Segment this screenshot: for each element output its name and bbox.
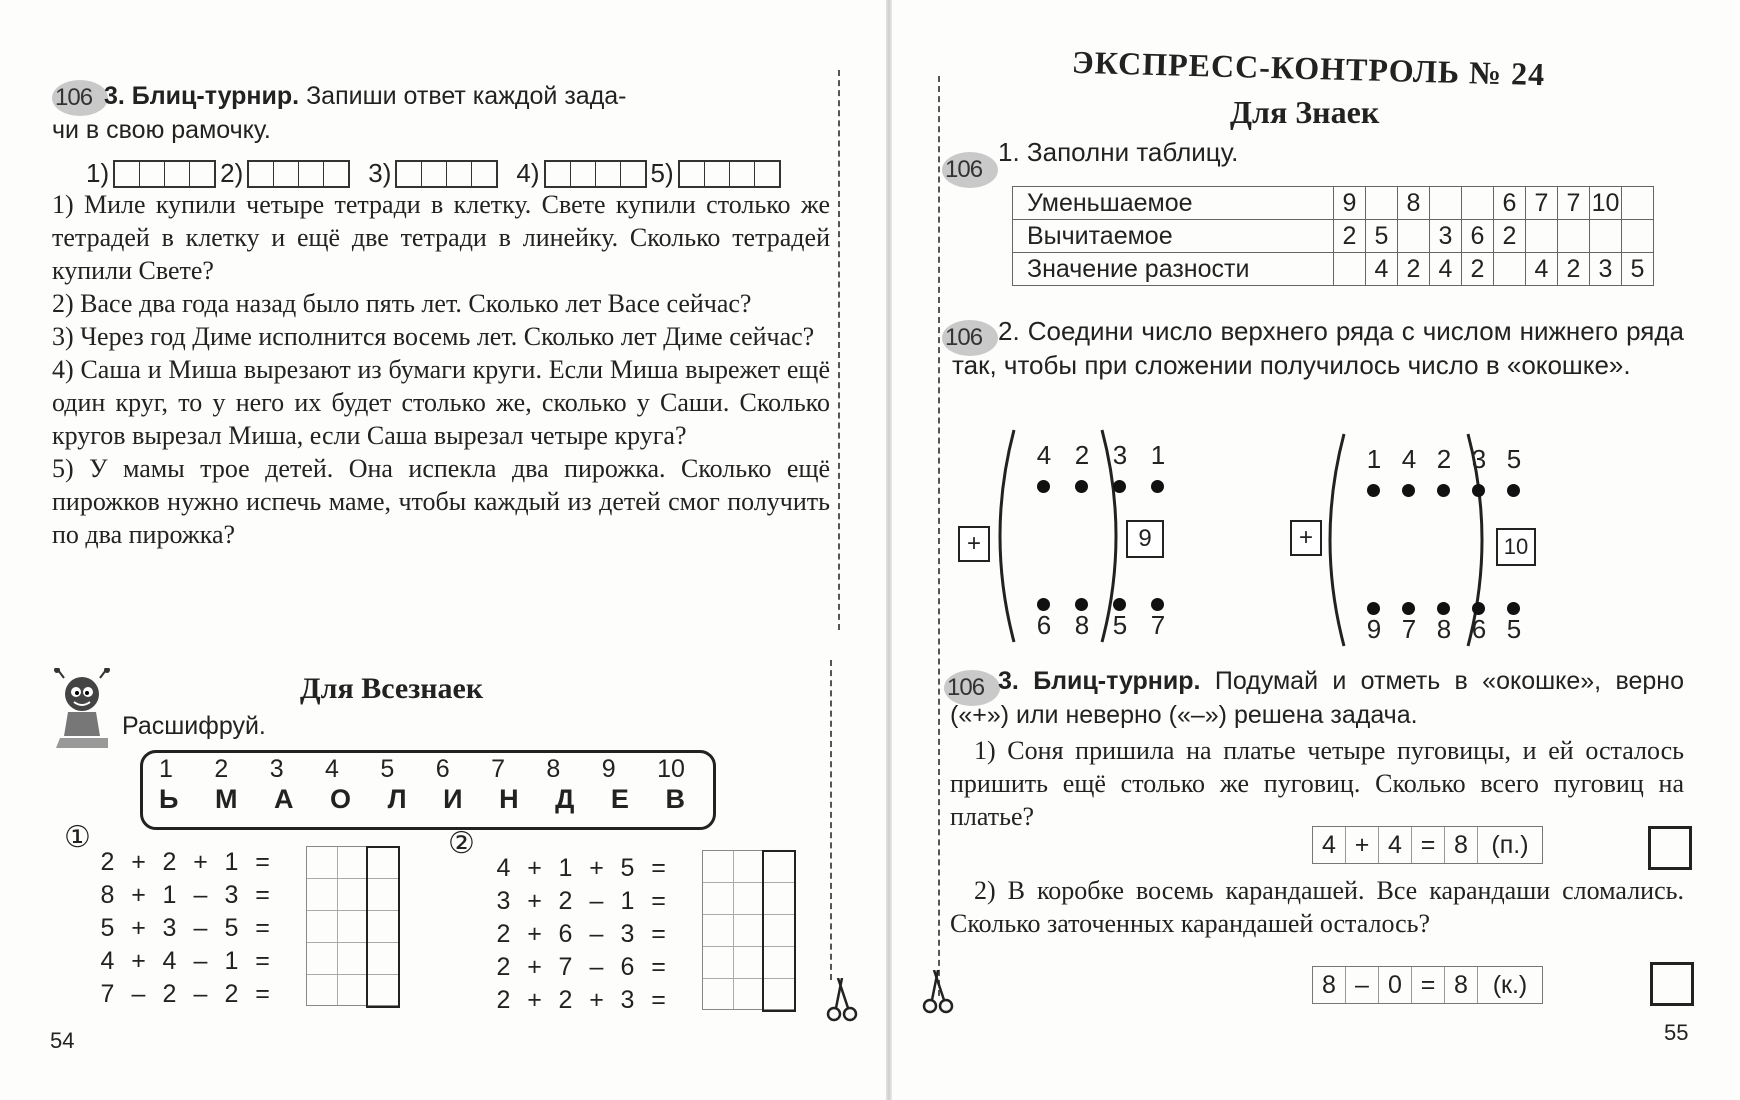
expression-token: –: [589, 887, 604, 915]
table-cell[interactable]: 3: [1590, 253, 1622, 286]
expression-token: 6: [558, 920, 573, 948]
expression-token: 2: [496, 953, 511, 981]
top-number: 2: [1074, 440, 1090, 470]
expression-token: =: [651, 920, 666, 948]
sum-box-right: 10: [1496, 528, 1536, 566]
expression-token: 2: [496, 986, 511, 1014]
table-cell[interactable]: [1622, 187, 1654, 220]
expression-token: +: [527, 953, 542, 981]
expression-token: +: [131, 914, 146, 942]
table-cell[interactable]: [1526, 220, 1558, 253]
cipher-key: [140, 750, 716, 830]
equation-token: 0: [1379, 967, 1412, 1003]
table-cell[interactable]: [1462, 187, 1494, 220]
cut-line: [938, 76, 940, 996]
cipher-letter: Л: [387, 784, 407, 814]
cipher-number: 9: [601, 755, 616, 783]
answer-column-1[interactable]: [366, 846, 400, 1008]
page-heading: ЭКСПРЕСС-КОНТРОЛЬ № 24: [1071, 43, 1546, 93]
equation-token: =: [1412, 827, 1445, 863]
group-2-marker: ②: [448, 827, 475, 860]
expression-token: 8: [100, 881, 115, 909]
expression-token: 2: [558, 986, 573, 1014]
expression-token: –: [589, 920, 604, 948]
answer-box-2[interactable]: [247, 160, 350, 188]
expression-token: –: [589, 953, 604, 981]
equation-token: 8: [1445, 827, 1478, 863]
expression-token: =: [651, 953, 666, 981]
equation-token: (п.): [1491, 831, 1529, 859]
bottom-number: 9: [1366, 614, 1382, 644]
equation-token: –: [1346, 967, 1379, 1003]
expression-row: [92, 879, 278, 912]
task-2-title: 2. Соедини число верхнего ряда с числом нижнего ряда так, чтобы при сложении получилось число в «окошке».: [952, 316, 1684, 380]
equation-token: 8: [1313, 967, 1346, 1003]
expression-token: +: [131, 881, 146, 909]
slot-label: 4): [516, 158, 540, 188]
top-dot[interactable]: [1472, 484, 1485, 497]
equation-token: =: [1412, 967, 1445, 1003]
table-cell[interactable]: 7: [1558, 187, 1590, 220]
bottom-number: 6: [1471, 614, 1487, 644]
expression-token: 1: [224, 848, 239, 876]
level-badge: 106: [52, 78, 110, 116]
top-dot[interactable]: [1113, 480, 1126, 493]
cipher-letter: Ь: [159, 784, 179, 814]
equation-token: (к.): [1492, 971, 1528, 999]
expression-token: 1: [162, 881, 177, 909]
cipher-letter: О: [330, 784, 352, 814]
equation-token: 4: [1313, 827, 1346, 863]
scissors-icon: [824, 978, 860, 1022]
expression-token: 5: [100, 914, 115, 942]
expression-token: 7: [100, 980, 115, 1008]
table-cell[interactable]: 2: [1558, 253, 1590, 286]
equation-token: 4: [1379, 827, 1412, 863]
expression-token: =: [255, 848, 270, 876]
table-cell[interactable]: [1366, 187, 1398, 220]
table-cell[interactable]: 10: [1590, 187, 1622, 220]
table-cell[interactable]: 5: [1366, 220, 1398, 253]
expression-token: =: [651, 887, 666, 915]
expression-token: +: [589, 986, 604, 1014]
expression-token: 2: [162, 848, 177, 876]
boy-mascot-icon: [50, 668, 114, 752]
check-box-2[interactable]: [1650, 962, 1694, 1006]
task-3-title-right: 3. Блиц-турнир. Подумай и отметь в «окошке», верно («+») или неверно («–») решена задача.: [950, 667, 1684, 729]
plus-operator-box: +: [1290, 520, 1322, 556]
cipher-number: 7: [491, 755, 505, 783]
row-label: Вычитаемое: [1013, 220, 1334, 253]
row-label: Уменьшаемое: [1013, 187, 1334, 220]
table-cell[interactable]: 6: [1494, 187, 1526, 220]
bottom-number: 7: [1150, 610, 1166, 640]
table-cell[interactable]: [1430, 187, 1462, 220]
expression-row: [488, 885, 674, 918]
level-badge: 106: [942, 318, 1000, 356]
expression-row: [92, 912, 278, 945]
expression-token: =: [651, 854, 666, 882]
cipher-number: 10: [657, 755, 685, 783]
expression-token: 3: [162, 914, 177, 942]
bonus-instruction: Расшифруй.: [122, 712, 266, 740]
table-cell[interactable]: [1494, 253, 1526, 286]
left-bracket-group: [992, 426, 1124, 646]
answer-column-2[interactable]: [762, 850, 796, 1012]
top-number: 1: [1150, 440, 1166, 470]
expression-token: +: [527, 920, 542, 948]
expression-token: 5: [620, 854, 635, 882]
expression-token: +: [527, 887, 542, 915]
expression-token: 2: [496, 920, 511, 948]
expression-token: +: [131, 947, 146, 975]
expression-token: 2: [224, 980, 239, 1008]
top-dot[interactable]: [1507, 484, 1520, 497]
cipher-letter: И: [443, 784, 463, 814]
page-number: 54: [50, 1028, 75, 1053]
expression-token: =: [255, 980, 270, 1008]
bottom-number: 5: [1112, 610, 1128, 640]
table-cell[interactable]: 2: [1494, 220, 1526, 253]
expression-token: 3: [620, 920, 635, 948]
cipher-letter: Д: [555, 784, 575, 814]
top-number: 2: [1436, 444, 1452, 474]
row-label: Значение разности: [1013, 253, 1334, 286]
cipher-number: 3: [269, 755, 284, 783]
slot-label: 1): [86, 158, 110, 188]
level-badge: 106: [942, 150, 1000, 188]
expression-token: 6: [620, 953, 635, 981]
table-cell[interactable]: 4: [1430, 253, 1462, 286]
story-1: 1) Миле купили четыре тетради в клетку. Свете купили столько же тетрадей в клетку и ещё две тетради в линейку. Сколько тетрадей купили Свете?: [52, 190, 830, 285]
expression-token: 3: [496, 887, 511, 915]
task-3-title-line2: чи в свою рамочку.: [52, 116, 271, 144]
top-number: 5: [1506, 444, 1522, 474]
expression-token: –: [193, 980, 208, 1008]
expression-token: 3: [620, 986, 635, 1014]
expression-token: 1: [558, 854, 573, 882]
question-1: 1) Соня пришила на платье четыре пуговицы, и ей осталось пришить ещё столько же пуговиц. Сколько всего пуговиц на платье?: [950, 736, 1684, 831]
answer-box-1[interactable]: [113, 160, 216, 188]
story-3: 3) Через год Диме исполнится восемь лет. Сколько лет Диме сейчас?: [52, 322, 815, 351]
table-cell[interactable]: [1622, 220, 1654, 253]
expression-token: =: [255, 914, 270, 942]
expression-token: =: [255, 881, 270, 909]
task-1-title: 1. Заполни таблицу.: [998, 137, 1239, 167]
plus-operator-box: +: [958, 526, 990, 562]
top-number: 3: [1112, 440, 1128, 470]
bottom-number: 7: [1401, 614, 1417, 644]
table-row: [1013, 187, 1654, 220]
cut-line: [838, 70, 840, 630]
table-row: [1013, 220, 1654, 253]
table-cell[interactable]: 2: [1398, 253, 1430, 286]
table-cell[interactable]: 6: [1462, 220, 1494, 253]
expression-token: 4: [100, 947, 115, 975]
exercise-group-2: [488, 852, 674, 1017]
table-cell[interactable]: [1590, 220, 1622, 253]
expression-token: –: [193, 914, 208, 942]
cipher-number: 5: [380, 755, 395, 783]
expression-row: [92, 945, 278, 978]
expression-token: 2: [100, 848, 115, 876]
top-dot[interactable]: [1367, 484, 1380, 497]
top-number: 4: [1036, 440, 1052, 470]
page-number: 55: [1664, 1020, 1689, 1045]
equation-1: [1312, 826, 1543, 864]
cipher-letter: Н: [499, 784, 519, 814]
top-number: 3: [1471, 444, 1487, 474]
expression-token: 3: [224, 881, 239, 909]
question-2: 2) В коробке восемь карандашей. Все карандаши сломались. Сколько заточенных карандашей осталось?: [950, 876, 1684, 938]
slot-label: 3): [368, 158, 392, 188]
top-dot[interactable]: [1402, 484, 1415, 497]
level-badge: 106: [944, 668, 1002, 706]
expression-row: [92, 978, 278, 1011]
expression-token: +: [527, 986, 542, 1014]
cipher-number: 8: [546, 755, 561, 783]
bottom-number: 8: [1074, 610, 1090, 640]
expression-token: +: [589, 854, 604, 882]
expression-row: [488, 984, 674, 1017]
answer-box-3[interactable]: [395, 160, 498, 188]
expression-token: =: [651, 986, 666, 1014]
cipher-number: 4: [325, 755, 339, 783]
table-cell[interactable]: 7: [1526, 187, 1558, 220]
expression-row: [488, 852, 674, 885]
top-dot[interactable]: [1075, 480, 1088, 493]
cipher-letter: А: [274, 784, 294, 814]
scissors-icon: [920, 970, 956, 1014]
cipher-number: 6: [435, 755, 450, 783]
table-cell[interactable]: 2: [1462, 253, 1494, 286]
top-dot[interactable]: [1437, 484, 1450, 497]
expression-row: [488, 918, 674, 951]
task-3-title: 3. Блиц-турнир. Запиши ответ каждой зада-: [104, 82, 627, 110]
expression-token: +: [131, 848, 146, 876]
story-4: 4) Саша и Миша вырезают из бумаги круги. Если Миша вырежет ещё один круг, то у него их будет столько же, сколько у Саши. Сколько кругов вырезал Миша, если Саша вырезал четыре круга?: [52, 355, 830, 450]
cipher-letter: М: [214, 784, 238, 814]
equation-token: +: [1346, 827, 1379, 863]
table-cell[interactable]: 2: [1334, 220, 1366, 253]
table-cell[interactable]: [1398, 220, 1430, 253]
top-dot[interactable]: [1037, 480, 1050, 493]
table-row: [1013, 253, 1654, 286]
expression-token: 4: [162, 947, 177, 975]
expression-token: +: [193, 848, 208, 876]
equation-2: [1312, 966, 1543, 1004]
top-number: 1: [1366, 444, 1382, 474]
expression-token: 7: [558, 953, 573, 981]
expression-token: 1: [224, 947, 239, 975]
cipher-letter: Е: [610, 784, 629, 814]
cipher-number: 1: [159, 755, 173, 783]
slot-label: 5): [650, 158, 674, 188]
expression-row: [92, 846, 278, 879]
cut-line: [830, 660, 832, 980]
page-subheading: Для Знаек: [1230, 94, 1380, 130]
expression-token: =: [255, 947, 270, 975]
story-5: 5) У мамы трое детей. Она испекла два пирожка. Сколько ещё пирожков нужно испечь маме, чтобы каждый из детей смог получить по два пирожка?: [52, 454, 830, 549]
expression-token: 1: [620, 887, 635, 915]
table-cell[interactable]: 4: [1366, 253, 1398, 286]
table-cell[interactable]: [1558, 220, 1590, 253]
expression-token: 2: [162, 980, 177, 1008]
expression-token: +: [527, 854, 542, 882]
expression-token: 4: [496, 854, 511, 882]
top-dot[interactable]: [1151, 480, 1164, 493]
cipher-number: 2: [214, 755, 229, 783]
exercise-group-1: [92, 846, 278, 1011]
table-cell[interactable]: [1334, 253, 1366, 286]
answer-slots: [86, 158, 785, 189]
expression-row: [488, 951, 674, 984]
subtraction-table: [1012, 186, 1654, 286]
table-cell[interactable]: 8: [1398, 187, 1430, 220]
bonus-heading: Для Всезнаек: [300, 672, 484, 705]
bottom-number: 8: [1436, 614, 1452, 644]
table-cell[interactable]: 9: [1334, 187, 1366, 220]
group-1-marker: ①: [64, 821, 91, 854]
check-box-1[interactable]: [1648, 826, 1692, 870]
answer-box-4[interactable]: [544, 160, 647, 188]
table-cell[interactable]: 3: [1430, 220, 1462, 253]
answer-box-5[interactable]: [678, 160, 781, 188]
right-page: [892, 0, 1740, 1100]
expression-token: 5: [224, 914, 239, 942]
expression-token: –: [193, 947, 208, 975]
top-number: 4: [1401, 444, 1417, 474]
expression-token: –: [193, 881, 208, 909]
slot-label: 2): [220, 158, 244, 188]
story-2: 2) Васе два года назад было пять лет. Сколько лет Васе сейчас?: [52, 289, 752, 318]
sum-box-left: 9: [1126, 520, 1164, 558]
bottom-number: 6: [1036, 610, 1052, 640]
table-cell[interactable]: 4: [1526, 253, 1558, 286]
expression-token: –: [131, 980, 146, 1008]
bottom-number: 5: [1506, 614, 1522, 644]
equation-token: 8: [1445, 967, 1478, 1003]
table-cell[interactable]: 5: [1622, 253, 1654, 286]
task-3-stories: [52, 188, 830, 551]
expression-token: 2: [558, 887, 573, 915]
cipher-letter: В: [665, 784, 685, 814]
